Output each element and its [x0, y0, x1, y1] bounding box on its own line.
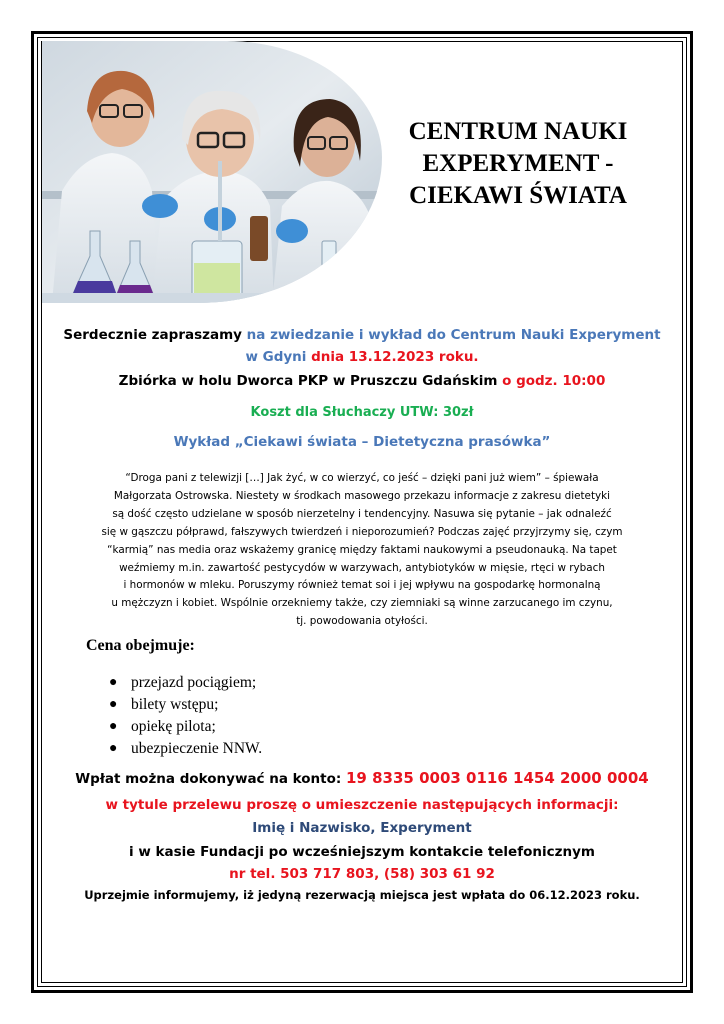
description-line: weźmiemy m.in. zawartość pestycydów w warzywach, antybiotyków w mięsie, rtęci w rybach [119, 561, 605, 574]
lecture-title: Wykład „Ciekawi świata – Dietetyczna prasówka” [173, 434, 551, 450]
transfer-fields: Imię i Nazwisko, Experyment [252, 820, 472, 836]
transfer-info: w tytule przelewu proszę o umieszczenie następujących informacji: [105, 797, 619, 813]
price-list [107, 672, 262, 760]
account-line: Wpłat można dokonywać na konto: 19 8335 0003 0116 1454 2000 0004 [75, 769, 649, 787]
bullet-icon: ● [109, 741, 118, 756]
account-number: 19 8335 0003 0116 1454 2000 0004 [346, 769, 649, 787]
invite-line-2: w Gdyni dnia 13.12.2023 roku. [245, 349, 479, 365]
description-line: “karmią” nas media oraz wskażemy granicę między faktami naukowymi a pseudonauką. Na tapet [107, 543, 617, 556]
description-line: są dość często udzielane w sposób nierzetelny i tendencyjny. Nasuwa się pytanie – jak odnaleźć [112, 507, 612, 520]
bullet-icon: ● [109, 675, 118, 690]
invite-line-3: Zbiórka w holu Dworca PKP w Pruszczu Gdańskim o godz. 10:00 [118, 373, 606, 389]
invite-line-1: Serdecznie zapraszamy na zwiedzanie i wykład do Centrum Nauki Experyment [63, 327, 661, 343]
bullet-icon: ● [109, 719, 118, 734]
lecture-description [86, 470, 638, 631]
description-line: i hormonów w mleku. Poruszymy również temat soi i jej wpływu na gospodarkę hormonalną [123, 579, 601, 592]
reservation-note: Uprzejmie informujemy, iż jedyną rezerwacją miejsca jest wpłata do 06.12.2023 roku. [84, 888, 640, 902]
description-line: u mężczyzn i kobiet. Wspólnie orzekniemy także, czy ziemniaki są winne zarzucanego im czynu, [111, 597, 613, 610]
list-item: ● ubezpieczenie NNW. [107, 738, 262, 760]
description-line: Małgorzata Ostrowska. Niestety w środkach masowego przekazu informacje z zakresu dietetyki [113, 489, 611, 502]
page-title: CENTRUM NAUKI EXPERYMENT - CIEKAWI ŚWIATA [408, 118, 628, 209]
description-line: “Droga pani z telewizji […] Jak żyć, w co wierzyć, co jeść – dzięki pani już wiem” – śpiewała [125, 472, 599, 484]
description-line: tj. powodowania otyłości. [296, 615, 428, 628]
price-heading: Cena obejmuje: [86, 637, 195, 654]
bullet-icon: ● [109, 697, 118, 712]
list-item: ● przejazd pociągiem; [107, 672, 262, 694]
cost-line: Koszt dla Słuchaczy UTW: 30zł [250, 405, 474, 420]
phone-number: nr tel. 503 717 803, (58) 303 61 92 [229, 866, 495, 882]
list-item: ● bilety wstępu; [107, 694, 262, 716]
cashier-info: i w kasie Fundacji po wcześniejszym kontakcie telefonicznym [129, 844, 595, 860]
list-item: ● opiekę pilota; [107, 716, 262, 738]
description-line: się w gąszczu półprawd, fałszywych twierdzeń i nieporozumień? Podczas zajęć przyjrzymy się, czym [101, 525, 623, 538]
